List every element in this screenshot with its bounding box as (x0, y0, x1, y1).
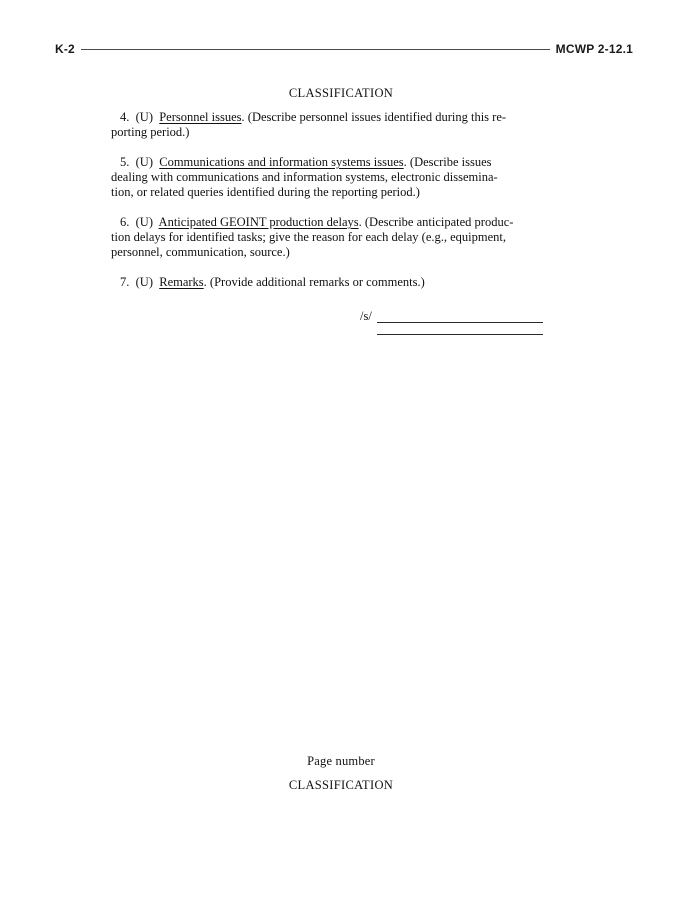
signature-row-2 (377, 323, 543, 338)
paragraph (111, 110, 591, 140)
paragraph-text: 4. (U) (120, 110, 160, 124)
paragraph-text: . (Describe personnel issues identified during this re- (241, 110, 507, 124)
signature-line-1 (377, 310, 543, 323)
paragraph-heading-underlined: Personnel issues (159, 110, 242, 124)
paragraph-text: . (Provide additional remarks or comments.) (203, 275, 425, 289)
signature-line-2 (377, 323, 543, 335)
signature-row-1 (360, 310, 543, 323)
paragraph-line (111, 170, 591, 185)
paragraph-heading-underlined: Communications and information systems issues (159, 155, 404, 169)
paragraph-list (111, 110, 591, 305)
header-doc-id: MCWP 2-12.1 (555, 42, 633, 56)
paragraph (111, 275, 591, 290)
signature-slash-s-label: /s/ (360, 309, 372, 323)
signature-block (360, 310, 543, 338)
header-page-id: K-2 (55, 42, 75, 56)
paragraph-line (111, 110, 591, 125)
paragraph-text: . (Describe anticipated produc- (358, 215, 514, 229)
paragraph-line (111, 125, 591, 140)
paragraph-line (111, 275, 591, 290)
paragraph-line (111, 230, 591, 245)
paragraph (111, 215, 591, 260)
page-footer (111, 754, 571, 793)
paragraph-line (111, 155, 591, 170)
paragraph-text: tion, or related queries identified during the reporting period.) (111, 185, 420, 199)
classification-banner-bottom: CLASSIFICATION (288, 778, 394, 792)
paragraph-text: tion delays for identified tasks; give the reason for each delay (e.g., equipment, (111, 230, 507, 244)
paragraph (111, 155, 591, 200)
paragraph-heading-underlined: Anticipated GEOINT production delays (158, 215, 359, 229)
header-rule (81, 49, 550, 50)
paragraph-text: personnel, communication, source.) (111, 245, 290, 259)
paragraph-text: porting period.) (111, 125, 190, 139)
paragraph-text: 5. (U) (120, 155, 160, 169)
paragraph-line (111, 245, 591, 260)
paragraph-heading-underlined: Remarks (159, 275, 204, 289)
paragraph-line (111, 215, 591, 230)
footer-page-number-label: Page number (307, 754, 375, 768)
paragraph-text: . (Describe issues (403, 155, 492, 169)
paragraph-text: 6. (U) (120, 215, 159, 229)
page-header (55, 43, 633, 56)
paragraph-text: dealing with communications and information systems, electronic dissemina- (111, 170, 498, 184)
classification-banner-top: CLASSIFICATION (288, 86, 394, 100)
paragraph-line (111, 185, 591, 200)
paragraph-text: 7. (U) (120, 275, 160, 289)
